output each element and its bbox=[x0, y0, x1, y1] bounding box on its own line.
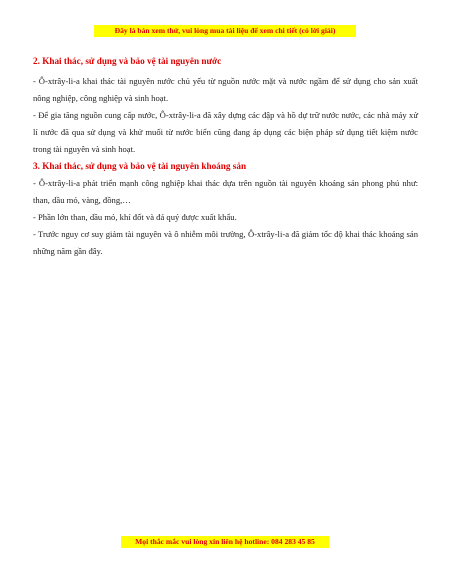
preview-notice-banner: Đây là bản xem thử, vui lòng mua tài liệu để xem chi tiết (có lời giải) bbox=[94, 25, 356, 37]
document-body bbox=[33, 55, 418, 260]
paragraph: - Ô-xtrây-li-a khai thác tài nguyên nước chủ yếu từ nguồn nước mặt và nước ngầm để sử dụng cho sản xuất nông nghiệp, công nghiệp và sinh hoạt. bbox=[33, 76, 418, 103]
paragraph: - Trước nguy cơ suy giảm tài nguyên và ô nhiễm môi trường, Ô-xtrây-li-a đã giảm tốc độ khai thác khoáng sản những năm gần đây. bbox=[33, 229, 418, 256]
section-heading: 3. Khai thác, sử dụng và bảo vệ tài nguyên khoáng sản bbox=[33, 161, 247, 171]
section-water-resources bbox=[33, 55, 418, 158]
section-heading: 2. Khai thác, sử dụng và bảo vệ tài nguyên nước bbox=[33, 56, 222, 66]
paragraph: - Để gia tăng nguồn cung cấp nước, Ô-xtrây-li-a đã xây dựng các đập và hồ dự trữ nước nước, các nhà máy xử lí nước đã qua sử dụng và khử muối từ nước biển cũng đang áp dụng các biện pháp sử dụng tiết kiệm nước trong tài nguyên và sinh hoạt. bbox=[33, 110, 418, 154]
paragraph: - Ô-xtrây-li-a phát triển mạnh công nghiệp khai thác dựa trên nguồn tài nguyên khoáng sản phong phú như: than, dầu mỏ, vàng, đồng,… bbox=[33, 178, 418, 205]
hotline-banner: Mọi thắc mắc vui lòng xin liên hệ hotline: 084 283 45 85 bbox=[121, 536, 329, 548]
section-mineral-resources bbox=[33, 160, 418, 260]
paragraph: - Phần lớn than, dầu mỏ, khí đốt và đá quý được xuất khẩu. bbox=[33, 212, 237, 222]
